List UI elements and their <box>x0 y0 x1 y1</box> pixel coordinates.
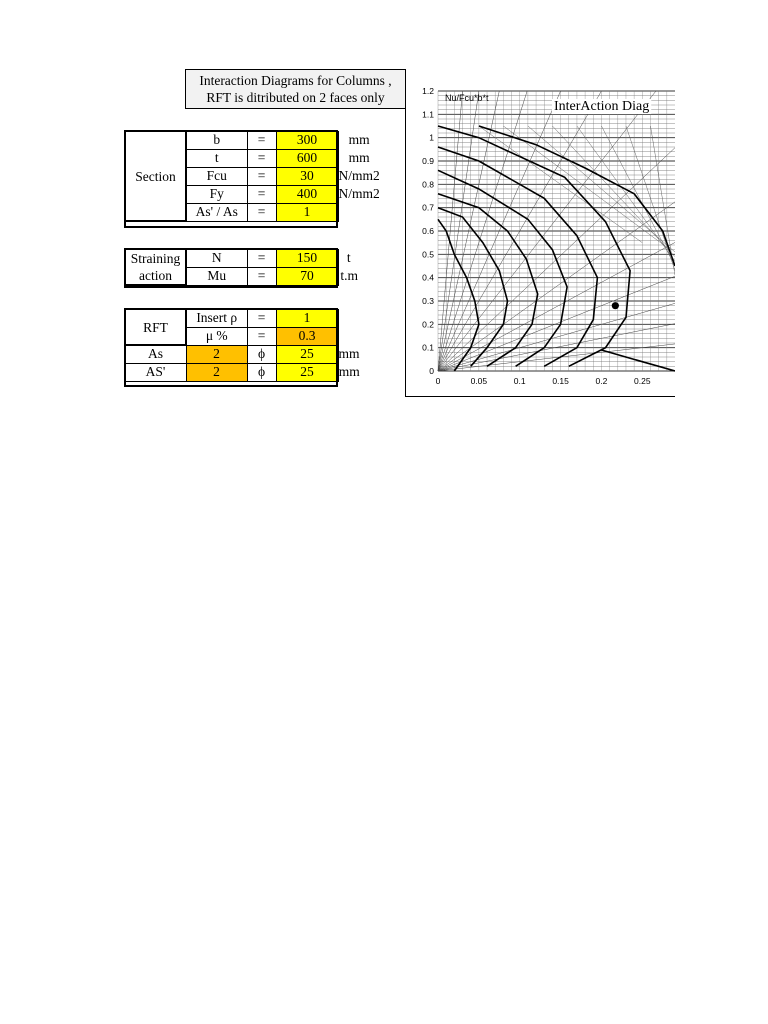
y-tick-label: 1.2 <box>422 86 434 96</box>
equals-sign: = <box>247 267 276 285</box>
straining-label <box>125 249 186 285</box>
x-tick-label: 0.05 <box>470 376 488 386</box>
section-label: Section <box>125 131 186 221</box>
chart-title: InterAction Diag <box>554 99 650 114</box>
x-tick-label: 0.1 <box>513 376 526 386</box>
chart-frame-left <box>405 81 406 397</box>
load-n-value[interactable]: 150 <box>276 249 338 267</box>
y-tick-label: 0.8 <box>422 179 434 190</box>
equals-sign: = <box>247 149 276 167</box>
load-n-label: N <box>186 249 247 267</box>
empty-unit <box>338 309 360 327</box>
interaction-curve-5 <box>438 147 597 366</box>
straining-label-line-1: Straining <box>130 251 181 266</box>
sheet-title <box>185 69 406 109</box>
chart-svg <box>405 81 675 397</box>
param-as-ratio-value[interactable]: 1 <box>276 203 338 221</box>
as-label: As <box>125 345 186 363</box>
as2-label: AS' <box>125 363 186 381</box>
title-line-1: Interaction Diagrams for Columns , <box>199 73 392 88</box>
empty-unit <box>338 327 360 345</box>
as-unit: mm <box>338 346 360 361</box>
y-tick-label: 0.3 <box>422 296 434 306</box>
as2-unit: mm <box>338 364 360 379</box>
rft-table <box>124 308 361 382</box>
equals-sign: = <box>247 327 276 345</box>
y-tick-label: 0 <box>429 366 434 376</box>
straining-label-line-2: action <box>139 268 172 283</box>
y-tick-label: 0.7 <box>422 202 434 213</box>
interaction-chart <box>405 81 675 397</box>
y-tick-label: 0.6 <box>422 226 434 236</box>
y-tick-label: 0.5 <box>422 249 434 260</box>
equals-sign: = <box>247 167 276 185</box>
as2-bar-diameter[interactable]: 25 <box>276 363 338 381</box>
param-as-ratio-label: As' / As <box>186 203 247 221</box>
y-tick-label: 0.1 <box>422 342 434 353</box>
x-tick-label: 0.25 <box>634 376 651 386</box>
tie-line <box>650 126 675 275</box>
chart-frame-bottom <box>405 396 675 397</box>
y-tick-label: 1.1 <box>422 109 434 120</box>
y-tick-label: 0.2 <box>422 319 434 330</box>
insert-rho-value[interactable]: 1 <box>276 309 338 327</box>
param-fy-unit: N/mm2 <box>338 186 380 201</box>
equals-sign: = <box>247 131 276 149</box>
title-line-2: RFT is ditributed on 2 faces only <box>206 90 385 105</box>
x-tick-label: 0.15 <box>552 376 569 386</box>
phi-symbol: ϕ <box>247 363 276 381</box>
param-b-label: b <box>186 131 247 149</box>
y-tick-label: 0.4 <box>422 272 434 283</box>
equals-sign: = <box>247 249 276 267</box>
y-tick-label: 1 <box>429 132 434 143</box>
param-fy-label: Fy <box>186 185 247 203</box>
param-fy-value[interactable]: 400 <box>276 185 338 203</box>
x-tick-label: 0 <box>435 376 441 386</box>
phi-symbol: ϕ <box>247 345 276 363</box>
param-fcu-label: Fcu <box>186 167 247 185</box>
equals-sign: = <box>247 309 276 327</box>
moment-mu-label: Mu <box>186 267 247 285</box>
mu-percent-value: 0.3 <box>276 327 338 345</box>
rft-label: RFT <box>125 309 186 345</box>
param-fcu-value[interactable]: 30 <box>276 167 338 185</box>
y-axis-label: Nu/Fcu*b*t <box>445 93 489 103</box>
mu-percent-label: μ % <box>186 327 247 345</box>
design-point <box>612 302 619 309</box>
moment-mu-unit: t.m <box>340 268 359 283</box>
param-t-value[interactable]: 600 <box>276 149 338 167</box>
param-fcu-unit: N/mm2 <box>338 168 380 183</box>
as2-bar-count: 2 <box>186 363 247 381</box>
eccentricity-line <box>438 276 675 371</box>
moment-mu-value[interactable]: 70 <box>276 267 338 285</box>
interaction-curve-1 <box>438 219 479 371</box>
equals-sign: = <box>247 185 276 203</box>
param-as-ratio-unit <box>338 203 381 221</box>
load-n-unit: t <box>346 250 351 265</box>
equals-sign: = <box>247 203 276 221</box>
x-tick-label: 0.2 <box>595 376 608 386</box>
section-table <box>124 130 382 222</box>
param-b-value[interactable]: 300 <box>276 131 338 149</box>
param-t-label: t <box>186 149 247 167</box>
straining-table <box>124 248 361 286</box>
interaction-curve-3 <box>438 194 538 367</box>
as-bar-diameter[interactable]: 25 <box>276 345 338 363</box>
insert-rho-label: Insert ρ <box>186 309 247 327</box>
y-tick-label: 0.9 <box>422 156 434 166</box>
as-bar-count: 2 <box>186 345 247 363</box>
param-b-unit: mm <box>348 132 370 147</box>
interaction-curve-8 <box>601 350 675 371</box>
param-t-unit: mm <box>348 150 370 165</box>
